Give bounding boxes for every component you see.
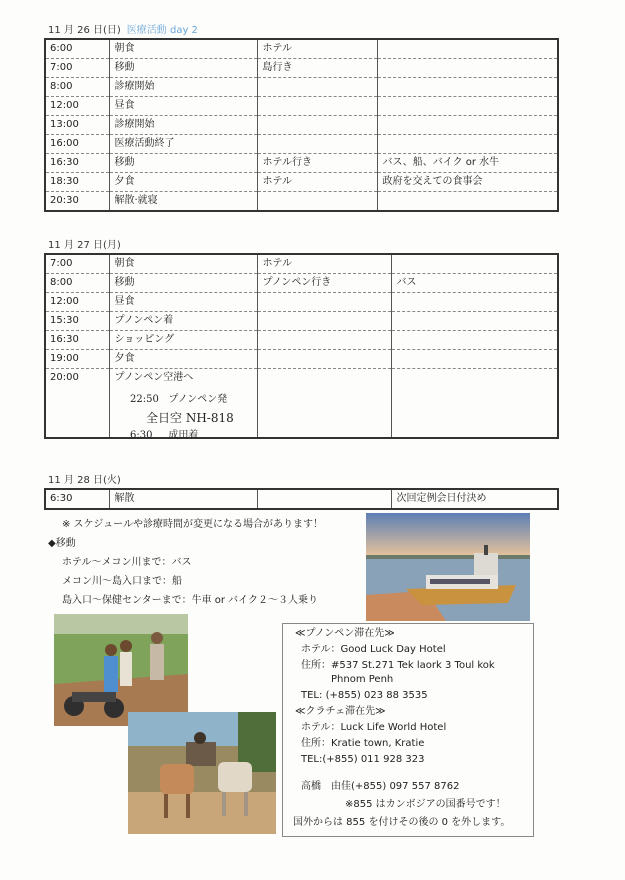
activity-cell: 診療開始 — [109, 116, 257, 135]
note-cell — [377, 116, 558, 135]
contact-tel: (+855) 097 557 8762 — [351, 781, 460, 792]
time-cell: 12:00 — [45, 293, 109, 312]
time-cell: 6:30 — [50, 493, 73, 504]
kr-hotel-name: Luck Life World Hotel — [340, 722, 447, 733]
kr-address-row — [301, 737, 424, 751]
pp-tel: (+855) 023 88 3535 — [325, 690, 428, 701]
place-cell — [257, 369, 391, 439]
pp-title: ≪プノンペン滞在先≫ — [295, 628, 395, 639]
activity-cell: ショッピング — [109, 331, 257, 350]
ox-cart-photo — [128, 712, 276, 834]
place-cell — [257, 192, 377, 212]
kr-tel-row — [301, 753, 424, 767]
schedule-row — [45, 39, 558, 59]
note-cell — [391, 331, 558, 350]
movement-title: ◆移動 — [48, 538, 76, 549]
note-cell: バス、船、バイク or 水牛 — [377, 154, 558, 173]
place-cell: ホテル — [257, 254, 391, 274]
activity-cell: 解散·就寝 — [109, 192, 257, 212]
schedule-row — [45, 293, 558, 312]
place-cell: ホテル行き — [257, 154, 377, 173]
activity-cell: 解散 — [109, 489, 257, 509]
kr-tel: (+855) 011 928 323 — [322, 754, 425, 765]
activity-cell: 夕食 — [109, 173, 257, 192]
activity-cell: プノンペン空港へ — [109, 369, 257, 439]
schedule-row — [45, 59, 558, 78]
place-cell: ホテル — [257, 173, 377, 192]
note-cell — [377, 59, 558, 78]
time-cell: 7:00 — [45, 59, 109, 78]
depart-time: 22:50 — [130, 394, 159, 405]
activity-cell: 朝食 — [109, 39, 257, 59]
schedule-row — [45, 97, 558, 116]
note-cell — [377, 39, 558, 59]
note-cell — [391, 254, 558, 274]
note-cell: 政府を交えての食事会 — [377, 173, 558, 192]
ox-cart-illustration — [128, 712, 276, 834]
time-cell: 19:00 — [45, 350, 109, 369]
pp-tel-row — [301, 689, 428, 703]
pp-address-city: Phnom Penh — [331, 674, 394, 685]
kr-title: ≪クラチェ滞在先≫ — [295, 706, 386, 717]
pp-hotel-name: Good Luck Day Hotel — [340, 644, 446, 655]
time-cell: 20:00 — [50, 372, 79, 383]
kr-tel-label: TEL: — [301, 754, 323, 765]
arrive-time: 6:30 — [130, 430, 153, 441]
schedule-row — [45, 331, 558, 350]
note-cell — [377, 78, 558, 97]
activity-cell: プノンペン着 — [109, 312, 257, 331]
day1-note: 医療活動 day 2 — [126, 25, 198, 36]
day2-header — [48, 236, 121, 251]
contact-name: 高橋 由佳 — [301, 781, 351, 792]
day2-date: 11 月 27 日(月) — [48, 240, 121, 251]
note-cell — [391, 293, 558, 312]
schedule-table-day1 — [44, 38, 559, 212]
ferry-illustration — [366, 513, 530, 621]
place-cell — [257, 135, 377, 154]
depart-text: プノンペン発 — [168, 394, 228, 405]
schedule-row — [45, 312, 558, 331]
kr-address: Kratie town, Kratie — [331, 738, 425, 749]
activity-cell: 移動 — [109, 154, 257, 173]
note-cell: 次回定例会日付決め — [391, 489, 558, 509]
place-cell — [257, 331, 391, 350]
time-cell: 8:00 — [45, 274, 109, 293]
time-cell: 13:00 — [45, 116, 109, 135]
day3-date: 11 月 28 日(火) — [48, 475, 121, 486]
pp-hotel-row — [301, 643, 446, 657]
place-cell — [257, 350, 391, 369]
kr-hotel-label: ホテル： — [301, 722, 341, 733]
note-cell — [391, 369, 558, 439]
place-cell — [257, 293, 391, 312]
schedule-change-notice: ※ スケジュールや診療時間が変更になる場合があります！ — [62, 519, 323, 530]
place-cell — [257, 312, 391, 331]
accommodation-info-box — [282, 623, 534, 837]
international-dial-note: 国外からは 855 を付けその後の 0 を外します。 — [293, 817, 511, 828]
contact-row — [301, 780, 459, 794]
schedule-row — [45, 274, 558, 293]
note-cell — [391, 350, 558, 369]
activity-cell: 診療開始 — [109, 78, 257, 97]
time-cell: 18:30 — [45, 173, 109, 192]
place-cell — [257, 78, 377, 97]
day1-date: 11 月 26 日(日) — [48, 25, 121, 36]
activity-cell: 朝食 — [109, 254, 257, 274]
day3-header — [48, 471, 121, 486]
note-cell — [377, 97, 558, 116]
schedule-row — [45, 135, 558, 154]
place-cell: ホテル — [257, 39, 377, 59]
schedule-row — [45, 369, 558, 439]
schedule-row — [45, 173, 558, 192]
motorbike-riders-photo — [54, 614, 188, 726]
ferry-on-river-photo — [366, 513, 530, 621]
place-cell — [257, 97, 377, 116]
time-cell: 16:30 — [45, 331, 109, 350]
activity-cell: 夕食 — [109, 350, 257, 369]
activity-cell: 昼食 — [109, 293, 257, 312]
movement-line-3: 島入口～保健センターまで：牛車 or バイク２～３人乗り — [62, 595, 318, 606]
time-cell: 16:30 — [45, 154, 109, 173]
schedule-table-day2 — [44, 253, 559, 439]
schedule-row — [45, 78, 558, 97]
time-cell: 6:00 — [45, 39, 109, 59]
time-cell: 15:30 — [45, 312, 109, 331]
pp-hotel-label: ホテル： — [301, 644, 341, 655]
time-cell: 12:00 — [45, 97, 109, 116]
day1-header — [48, 21, 198, 36]
kr-addr-label: 住所： — [301, 738, 331, 749]
activity-cell: 移動 — [109, 274, 257, 293]
handwritten-flight-note — [130, 391, 260, 445]
time-cell: 7:00 — [45, 254, 109, 274]
movement-line-2: メコン川～島入口まで：船 — [62, 576, 182, 587]
note-cell — [391, 312, 558, 331]
motorbike-illustration — [54, 614, 188, 726]
schedule-row — [45, 116, 558, 135]
schedule-row — [45, 154, 558, 173]
time-cell: 8:00 — [45, 78, 109, 97]
note-cell — [377, 192, 558, 212]
place-cell: 島行き — [257, 59, 377, 78]
pp-addr-label: 住所： — [301, 660, 331, 671]
pp-tel-label: TEL: — [301, 690, 323, 701]
activity-cell: 医療活動終了 — [109, 135, 257, 154]
kr-hotel-row — [301, 721, 446, 735]
pp-address-row — [301, 659, 495, 673]
flight-number: 全日空 NH-818 — [146, 411, 234, 425]
place-cell — [257, 489, 391, 509]
note-cell — [377, 135, 558, 154]
activity-cell: 移動 — [109, 59, 257, 78]
time-cell: 16:00 — [45, 135, 109, 154]
arrive-text: 成田着 — [168, 430, 199, 441]
schedule-row — [45, 254, 558, 274]
place-cell — [257, 116, 377, 135]
schedule-row — [45, 350, 558, 369]
schedule-row — [45, 489, 558, 509]
activity-cell: 昼食 — [109, 97, 257, 116]
pp-address: #537 St.271 Tek laork 3 Toul kok — [331, 660, 495, 671]
note-cell: バス — [391, 274, 558, 293]
country-code-note: ※855 はカンボジアの国番号です！ — [345, 799, 506, 810]
schedule-table-day3 — [44, 488, 559, 510]
time-cell: 20:30 — [50, 195, 79, 206]
place-cell: プノンペン行き — [257, 274, 391, 293]
schedule-row — [45, 192, 558, 212]
movement-line-1: ホテル～メコン川まで：バス — [62, 557, 192, 568]
